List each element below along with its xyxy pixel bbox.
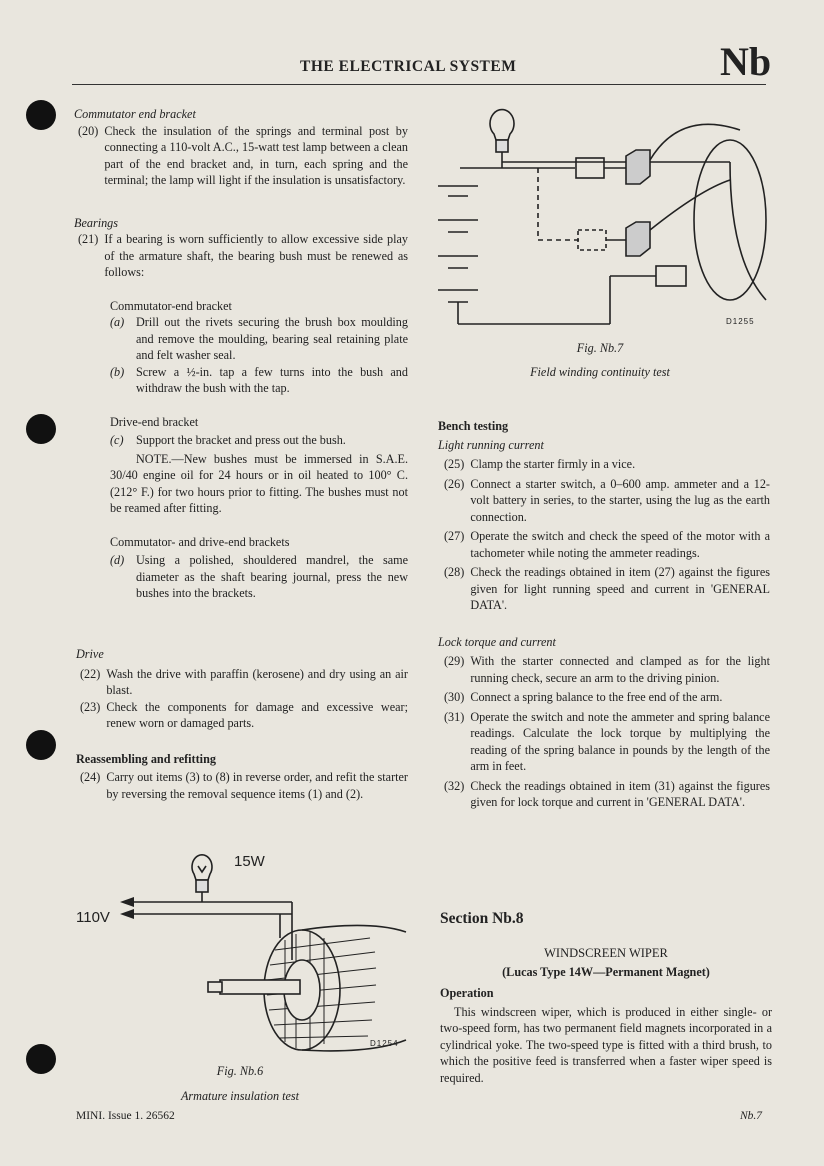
figure-armature-insulation-test — [70, 840, 410, 1060]
fig6-label: Fig. Nb.6 — [216, 1064, 264, 1078]
item-29 — [438, 653, 770, 686]
page-title: THE ELECTRICAL SYSTEM — [300, 58, 517, 75]
item-27-text: Operate the switch and check the speed of the motor with a tachometer while noting the ammeter readings. — [470, 529, 770, 560]
heading-reassembling: Reassembling and refitting — [76, 751, 216, 766]
section-tab: Nb — [720, 39, 772, 84]
item-c-text: Support the bracket and press out the bush. — [136, 433, 346, 447]
item-32-text: Check the readings obtained in item (31) against the figures given for lock torque and current in 'GENERAL DATA'. — [470, 778, 770, 809]
binder-hole-4 — [26, 1044, 56, 1074]
item-30-number: (30) — [444, 690, 465, 704]
item-20-text: Check the insulation of the springs and terminal post by connecting a 110-volt A.C., 15-watt test lamp between a clean part of the end bracket and, in turn, each spring and the terminal; the lamp will light if the insulation is unsatisfactory. — [104, 123, 408, 187]
operation-text: This windscreen wiper, which is produced in either single- or two-speed form, has two permanent field magnets incorporated in a cylindrical yoke. The two-speed type is fitted with a third brush, to which the positive feed is transferred when a faster wiper speed is required. — [440, 1004, 772, 1085]
item-24-number: (24) — [80, 770, 101, 784]
binder-hole-3 — [26, 730, 56, 760]
item-25 — [438, 456, 770, 473]
right-column — [438, 418, 770, 811]
fig7-code: D1255 — [726, 317, 755, 326]
item-d-letter: (d) — [110, 553, 125, 567]
item-28 — [438, 564, 770, 614]
item-26-text: Connect a starter switch, a 0–600 amp. ammeter and a 12-volt battery in series, to the starter, using the lug as the earth connection. — [470, 476, 770, 524]
left-column-lower — [76, 646, 408, 802]
item-25-number: (25) — [444, 457, 465, 471]
item-c-letter: (c) — [110, 433, 124, 447]
subheading-commutator-end: Commutator-end bracket — [110, 298, 232, 313]
fig6-watt-label: 15W — [234, 853, 265, 870]
heading-bench-testing: Bench testing — [438, 419, 509, 433]
item-28-number: (28) — [444, 565, 465, 579]
heading-bearings: Bearings — [74, 215, 119, 230]
item-20 — [74, 123, 408, 189]
subheading-drive-end: Drive-end bracket — [110, 414, 199, 429]
item-b-text: Screw a ½-in. tap a few turns into the bush and withdraw the bush with the tap. — [136, 364, 408, 395]
item-21 — [74, 231, 408, 281]
item-b-letter: (b) — [110, 364, 125, 379]
item-c — [74, 432, 408, 449]
subheading-both-brackets: Commutator- and drive-end brackets — [110, 534, 290, 549]
item-22 — [76, 666, 408, 699]
heading-drive: Drive — [76, 647, 104, 661]
item-23 — [76, 699, 408, 732]
item-23-text: Check the components for damage and excessive wear; renew worn or damaged parts. — [106, 699, 408, 730]
item-24-text: Carry out items (3) to (8) in reverse order, and refit the starter by reversing the removal sequence items (1) and (2). — [106, 770, 408, 801]
footer-page-number: Nb.7 — [740, 1110, 763, 1122]
heading-light-running: Light running current — [438, 437, 544, 452]
item-a-text: Drill out the rivets securing the brush box moulding and remove the moulding, bearing seal retaining plate and felt washer seal. — [136, 315, 408, 362]
item-26 — [438, 476, 770, 526]
item-25-text: Clamp the starter firmly in a vice. — [470, 457, 636, 471]
item-28-text: Check the readings obtained in item (27) against the figures given for light running speed and current in 'GENERAL DATA'. — [470, 565, 770, 612]
fig6-code: D1254 — [370, 1039, 399, 1048]
item-30 — [438, 689, 770, 706]
note-bushes: NOTE.—New bushes must be immersed in S.A.E. 30/40 engine oil for 24 hours or in oil heated to 100° C. (212° F.) for two hours prior to fitting. The bushes must not be reamed after fitting. — [110, 451, 408, 515]
item-22-text: Wash the drive with paraffin (kerosene) and dry using an air blast. — [106, 666, 408, 697]
item-23-number: (23) — [80, 699, 101, 714]
item-21-text: If a bearing is worn sufficiently to allow excessive side play of the armature shaft, the bearing bush must be renewed as follows: — [104, 232, 408, 279]
operation-block — [440, 985, 772, 1086]
heading-operation: Operation — [440, 986, 494, 1000]
heading-lock-torque: Lock torque and current — [438, 634, 556, 649]
item-d — [74, 552, 408, 602]
item-d-text: Using a polished, shouldered mandrel, the same diameter as the shaft bearing journal, press the new bushes into the brackets. — [136, 553, 408, 600]
fig6-caption: Armature insulation test — [180, 1089, 300, 1103]
wiper-subtitle: (Lucas Type 14W—Permanent Magnet) — [502, 965, 710, 979]
item-31-number: (31) — [444, 709, 465, 724]
item-32-number: (32) — [444, 778, 465, 793]
footer-issue: MINI. Issue 1. 26562 — [76, 1110, 175, 1122]
item-29-number: (29) — [444, 654, 465, 668]
item-29-text: With the starter connected and clamped as for the light running check, secure an arm to the driving pinion. — [470, 654, 770, 685]
item-20-number: (20) — [78, 123, 99, 138]
item-a — [74, 314, 408, 364]
figure-field-winding-continuity-test — [430, 100, 770, 330]
item-27-number: (27) — [444, 529, 465, 543]
item-26-number: (26) — [444, 476, 465, 491]
fig7-label: Fig. Nb.7 — [576, 341, 624, 355]
section-heading: Section Nb.8 — [440, 910, 524, 927]
fig7-caption: Field winding continuity test — [530, 365, 670, 379]
item-31 — [438, 709, 770, 775]
heading-commutator: Commutator end bracket — [74, 107, 196, 121]
item-a-letter: (a) — [110, 315, 125, 329]
wiper-title: WINDSCREEN WIPER — [544, 946, 668, 960]
item-27 — [438, 528, 770, 561]
item-24 — [76, 769, 408, 802]
binder-hole-2 — [26, 414, 56, 444]
left-column — [74, 106, 408, 602]
fig6-volt-label: 110V — [76, 909, 110, 926]
item-22-number: (22) — [80, 666, 101, 681]
item-31-text: Operate the switch and note the ammeter and spring balance readings. Calculate the lock torque by multiplying the reading of the spring balance in pounds by the length of the arm in feet. — [470, 709, 770, 773]
item-b — [74, 364, 408, 397]
item-30-text: Connect a spring balance to the free end of the arm. — [470, 690, 723, 704]
binder-hole-1 — [26, 100, 56, 130]
item-32 — [438, 778, 770, 811]
header-rule — [72, 84, 766, 85]
item-21-number: (21) — [78, 232, 99, 246]
